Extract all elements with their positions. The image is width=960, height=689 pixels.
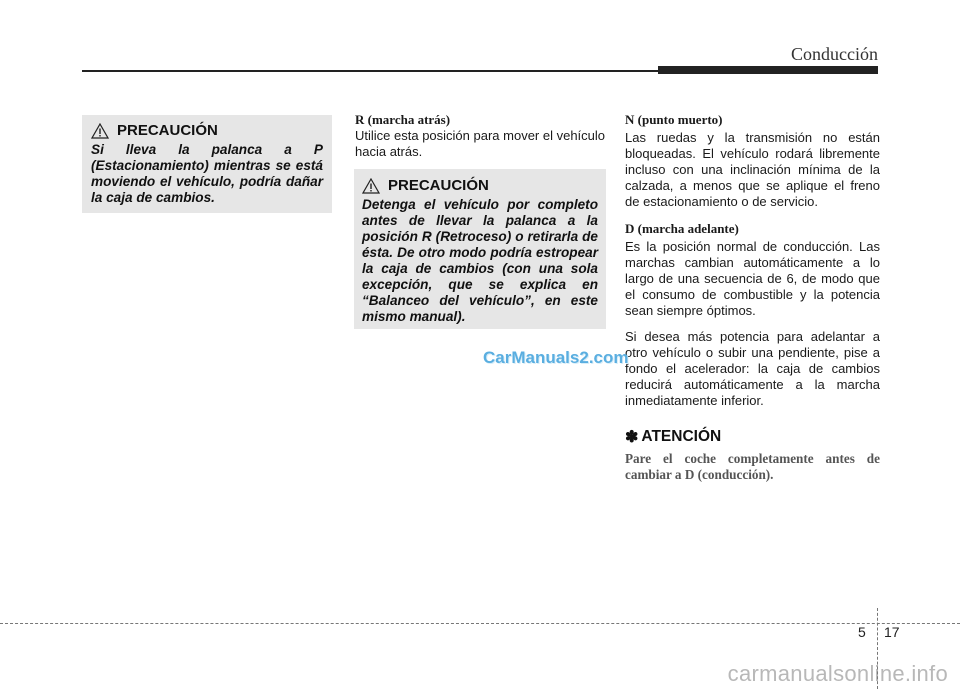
caution-text: Detenga el vehículo por completo antes de llevar la palanca a la posición R (Retroceso) o retirarla de ésta. De otro modo podría estropear la caja de cambios (con una sola excepción, que se explica en “Balanceo del vehículo”, en este mismo manual). bbox=[362, 197, 598, 324]
warning-triangle-icon bbox=[91, 123, 109, 139]
site-watermark[interactable]: carmanualsonline.info bbox=[727, 661, 948, 686]
caution-label: PRECAUCIÓN bbox=[117, 122, 218, 139]
footer-divider bbox=[0, 623, 960, 624]
neutral-text: Las ruedas y la transmisión no están bloqueadas. El vehículo rodará libremente incluso con una inclinación mínima de la calzada, a menos que se aplique el freno de estacionamiento o de servicio. bbox=[625, 130, 880, 209]
header-rule-thin bbox=[82, 70, 658, 72]
atencion-label: ATENCIÓN bbox=[641, 428, 722, 445]
carmanuals-watermark[interactable]: CarManuals2.com bbox=[483, 348, 629, 367]
caution-label: PRECAUCIÓN bbox=[388, 177, 489, 194]
caution-header bbox=[362, 177, 598, 194]
chapter-number: 5 bbox=[858, 624, 866, 640]
reverse-heading: R (marcha atrás) bbox=[355, 112, 451, 127]
atencion-header bbox=[625, 427, 880, 447]
caution-box-reverse bbox=[354, 169, 606, 329]
neutral-heading: N (punto muerto) bbox=[625, 112, 723, 127]
caution-box-park bbox=[82, 115, 332, 213]
warning-triangle-icon bbox=[362, 178, 380, 194]
column-right bbox=[625, 112, 880, 483]
page-header-title: Conducción bbox=[791, 44, 878, 64]
atencion-text: Pare el coche completamente antes de cambiar a D (conducción). bbox=[625, 451, 880, 482]
reverse-text: Utilice esta posición para mover el vehículo hacia atrás. bbox=[355, 128, 606, 159]
page-number: 17 bbox=[884, 624, 900, 640]
drive-text-1: Es la posición normal de conducción. Las marchas cambian automáticamente a lo largo de una secuencia de 6, de modo que el consumo de combustible y la potencia sean siempre óptimos. bbox=[625, 239, 880, 318]
caution-header bbox=[91, 122, 323, 139]
caution-text: Si lleva la palanca a P (Estacionamiento) mientras se está moviendo el vehículo, podría dañar la caja de cambios. bbox=[91, 142, 323, 205]
footer-vertical-divider bbox=[877, 608, 878, 689]
asterisk-icon: ✽ bbox=[625, 429, 639, 446]
drive-heading: D (marcha adelante) bbox=[625, 221, 739, 236]
header-rule-thick bbox=[658, 66, 878, 74]
drive-text-2: Si desea más potencia para adelantar a otro vehículo o subir una pendiente, pise a fondo el acelerador: la caja de cambios reducirá automáticamente a la marcha inmediatamente inferior. bbox=[625, 329, 880, 408]
